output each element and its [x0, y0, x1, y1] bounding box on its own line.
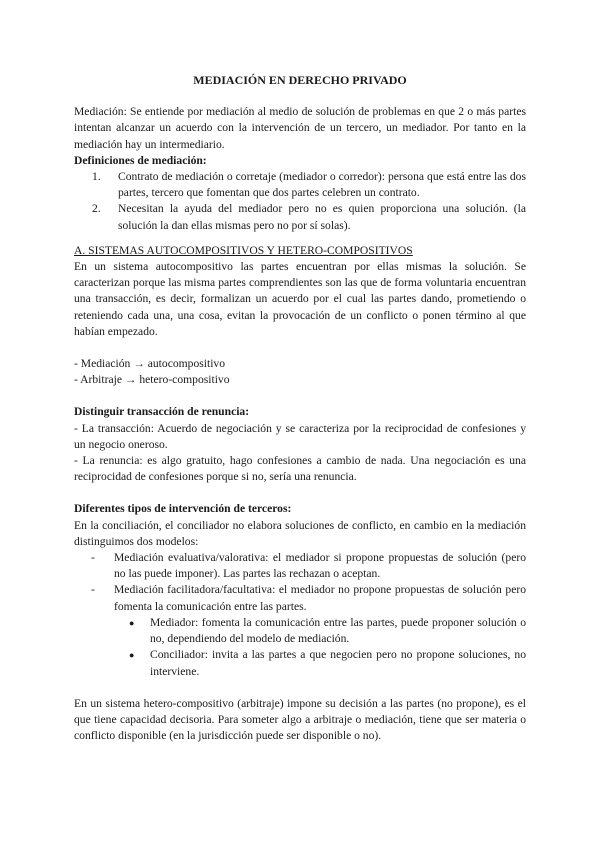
page-title: MEDIACIÓN EN DERECHO PRIVADO — [193, 73, 407, 87]
types-paragraph: En la conciliación, el conciliador no elabora soluciones de conflicto, en cambio en la mediación distinguimos dos modelos: — [74, 518, 526, 548]
bullet-icon: ● — [129, 617, 135, 628]
list-item-text: Mediación facilitadora/facultativa: el mediador no propone propuestas de solución pero fomenta la comunicación entre las partes. — [114, 583, 526, 613]
list-item — [74, 201, 526, 233]
mapping-line: - Arbitraje → hetero-compositivo — [74, 373, 230, 387]
types-heading: Diferentes tipos de intervención de terceros: — [74, 502, 292, 516]
intro-paragraph: Mediación: Se entiende por mediación al medio de solución de problemas en que 2 o más partes intentan alcanzar un acuerdo con la intervención de un tercero, un mediador. Por tanto en la mediación hay un intermediario. — [74, 105, 526, 151]
distinguish-line: - La renuncia: es algo gratuito, hago confesiones a cambio de nada. Una negociación es una reciprocidad de confesiones porque si no, sería una renuncia. — [74, 454, 526, 484]
page-content — [74, 72, 526, 744]
dash-marker: - — [91, 583, 95, 597]
list-item — [74, 582, 526, 614]
list-item — [74, 550, 526, 582]
distinguish-line: - La transacción: Acuerdo de negociación y se caracteriza por la reciprocidad de confesiones y un negocio oneroso. — [74, 421, 526, 451]
list-number: 2. — [92, 202, 101, 216]
section-a-paragraph: En un sistema autocompositivo las partes encuentran por ellas mismas la solución. Se caracterizan porque las misma partes comprendientes son las que de forma voluntaria encuentran una transacción, es decir, formalizan un acuerdo por el cual las partes dando, prometiendo o reteniendo cada una, una cosa, evitan la provocación de un conflicto o ponen término al que habían empezado. — [74, 260, 526, 338]
bullet-icon: ● — [129, 650, 135, 661]
list-item-text: Conciliador: invita a las partes a que negocien pero no propone soluciones, no interviene. — [150, 648, 526, 678]
distinguish-heading: Distinguir transacción de renuncia: — [74, 405, 250, 419]
list-item — [114, 615, 526, 647]
list-number: 1. — [92, 170, 101, 184]
list-item — [114, 647, 526, 679]
closing-paragraph: En un sistema hetero-compositivo (arbitraje) impone su decisión a las partes (no propone), es el que tiene capacidad decisoria. Para someter algo a arbitraje o mediación, tiene que ser materia o conflicto disponible (en la jurisdicción puede ser disponible o no). — [74, 696, 526, 743]
list-item-text: Mediación evaluativa/valorativa: el mediador si propone propuestas de solución (pero no las puede imponer). Las partes las rechazan o aceptan. — [114, 551, 526, 581]
list-item-text: Necesitan la ayuda del mediador pero no es quien proporciona una solución. (la solución la dan ellas mismas pero no por sí solas). — [118, 202, 526, 232]
section-a-heading: A. SISTEMAS AUTOCOMPOSITIVOS Y HETERO-COMPOSITIVOS — [74, 243, 413, 257]
list-item-text: Contrato de mediación o corretaje (mediador o corredor): persona que está entre las dos partes, tercero que fomentan que dos partes celebren un contrato. — [118, 170, 526, 200]
definitions-list — [74, 169, 526, 234]
list-item — [74, 169, 526, 201]
definitions-heading: Definiciones de mediación: — [74, 153, 207, 167]
dash-marker: - — [91, 551, 95, 565]
mapping-line: - Mediación → autocompositivo — [74, 357, 226, 371]
list-item-text: Mediador: fomenta la comunicación entre las partes, puede proponer solución o no, dependiendo del modelo de mediación. — [150, 615, 526, 646]
